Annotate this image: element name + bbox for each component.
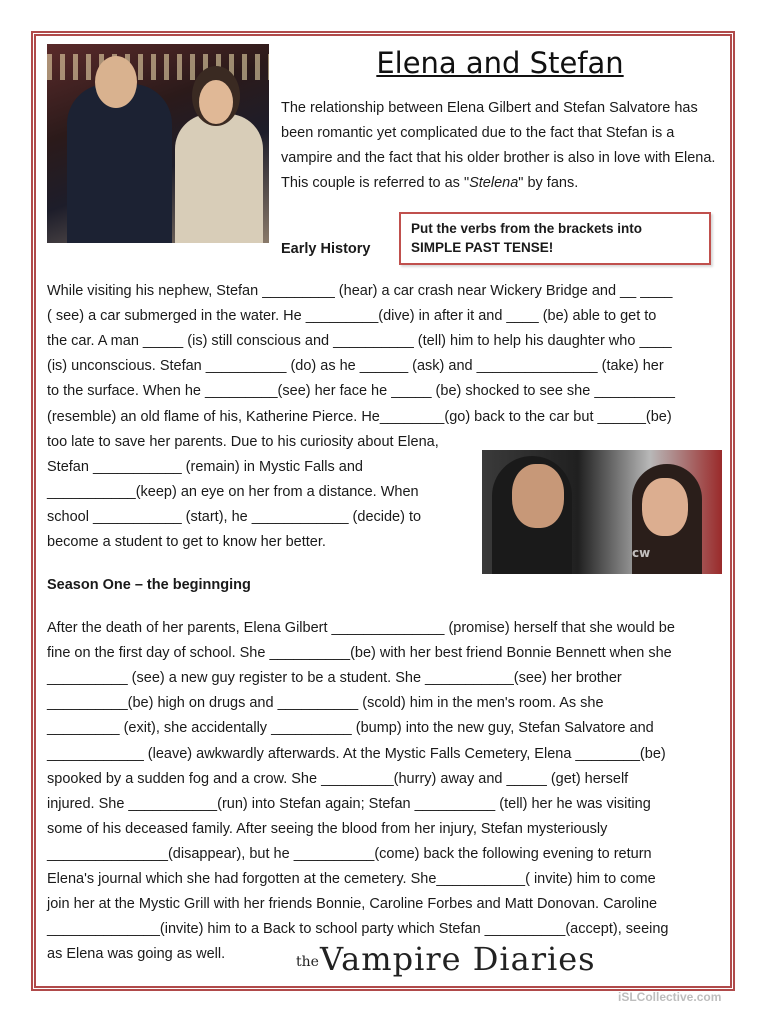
instruction-line-2: SIMPLE PAST TENSE!	[411, 240, 554, 255]
text-line: to the surface. When he _________(see) her face he _____ (be) shocked to see she __________	[47, 383, 675, 400]
text-line: __________(be) high on drugs and __________ (scold) him in the men's room. As she	[47, 695, 604, 712]
text-line: _______________(disappear), but he __________(come) back the following evening to return	[47, 845, 652, 862]
photo-elena-stefan	[47, 44, 269, 243]
text-line: (resemble) an old flame of his, Katherine Pierce. He________(go) back to the car but ______(be)	[47, 408, 672, 425]
text-line: ______________(invite) him to a Back to school party which Stefan __________(accept), seeing	[47, 921, 669, 938]
text-line: spooked by a sudden fog and a crow. She _________(hurry) away and _____ (get) herself	[47, 770, 629, 787]
text-line: ___________(keep) an eye on her from a distance. When	[47, 483, 419, 500]
text-line: Elena's journal which she had forgotten at the cemetery. She___________( invite) him to come	[47, 871, 656, 887]
watermark: iSLCollective.com	[618, 990, 722, 1004]
cw-logo: cw	[632, 546, 651, 560]
text-line: become a student to get to know her better.	[47, 534, 326, 550]
logo-the: the	[296, 954, 319, 970]
text-line: as Elena was going as well.	[47, 946, 226, 963]
text-line: ____________ (leave) awkwardly afterwards. At the Mystic Falls Cemetery, Elena ________(be)	[47, 745, 666, 762]
text-line: After the death of her parents, Elena Gilbert ______________ (promise) herself that she would be	[47, 620, 675, 636]
heading-early-history: Early History	[281, 241, 371, 257]
text-line: some of his deceased family. After seeing the blood from her injury, Stefan mysteriously	[47, 820, 608, 837]
text-line: the car. A man _____ (is) still conscious and __________ (tell) him to help his daughter who ____	[47, 333, 672, 350]
text-line: ( see) a car submerged in the water. He _________(dive) in after it and ____ (be) able to get to	[47, 308, 657, 325]
vampire-diaries-logo	[296, 940, 716, 984]
text-line: fine on the first day of school. She __________(be) with her best friend Bonnie Bennett when she	[47, 645, 672, 662]
photo-stefan-elena-school	[482, 450, 722, 574]
text-line: While visiting his nephew, Stefan _________ (hear) a car crash near Wickery Bridge and __ ____	[47, 283, 673, 299]
text-line: injured. She ___________(run) into Stefan again; Stefan __________ (tell) her he was visiting	[47, 795, 651, 812]
intro-paragraph: The relationship between Elena Gilbert and Stefan Salvatore has been romantic yet complicated due to the fact that Stefan is a vampire and the fact that his older brother is also in love with Elena. This couple is referred to as "Stelena" by fans.	[281, 100, 716, 191]
instruction-line-1: Put the verbs from the brackets into	[411, 221, 643, 236]
text-line: school ___________ (start), he ____________ (decide) to	[47, 508, 422, 525]
heading-season-one: Season One – the beginnging	[47, 577, 251, 593]
text-line: too late to save her parents. Due to his curiosity about Elena,	[47, 433, 439, 450]
text-line: Stefan ___________ (remain) in Mystic Falls and	[47, 458, 363, 475]
text-line: (is) unconscious. Stefan __________ (do) as he ______ (ask) and _______________ (take) her	[47, 358, 664, 375]
text-line: join her at the Mystic Grill with her friends Bonnie, Caroline Forbes and Matt Donovan. Caroline	[47, 896, 658, 913]
instruction-box	[399, 212, 711, 265]
text-line: __________ (see) a new guy register to be a student. She ___________(see) her brother	[47, 670, 622, 687]
stelena-term: Stelena	[469, 175, 519, 191]
text-line: _________ (exit), she accidentally __________ (bump) into the new guy, Stefan Salvatore and	[47, 720, 654, 737]
page-title: Elena and Stefan	[376, 46, 624, 80]
logo-name: Vampire Diaries	[320, 940, 596, 978]
